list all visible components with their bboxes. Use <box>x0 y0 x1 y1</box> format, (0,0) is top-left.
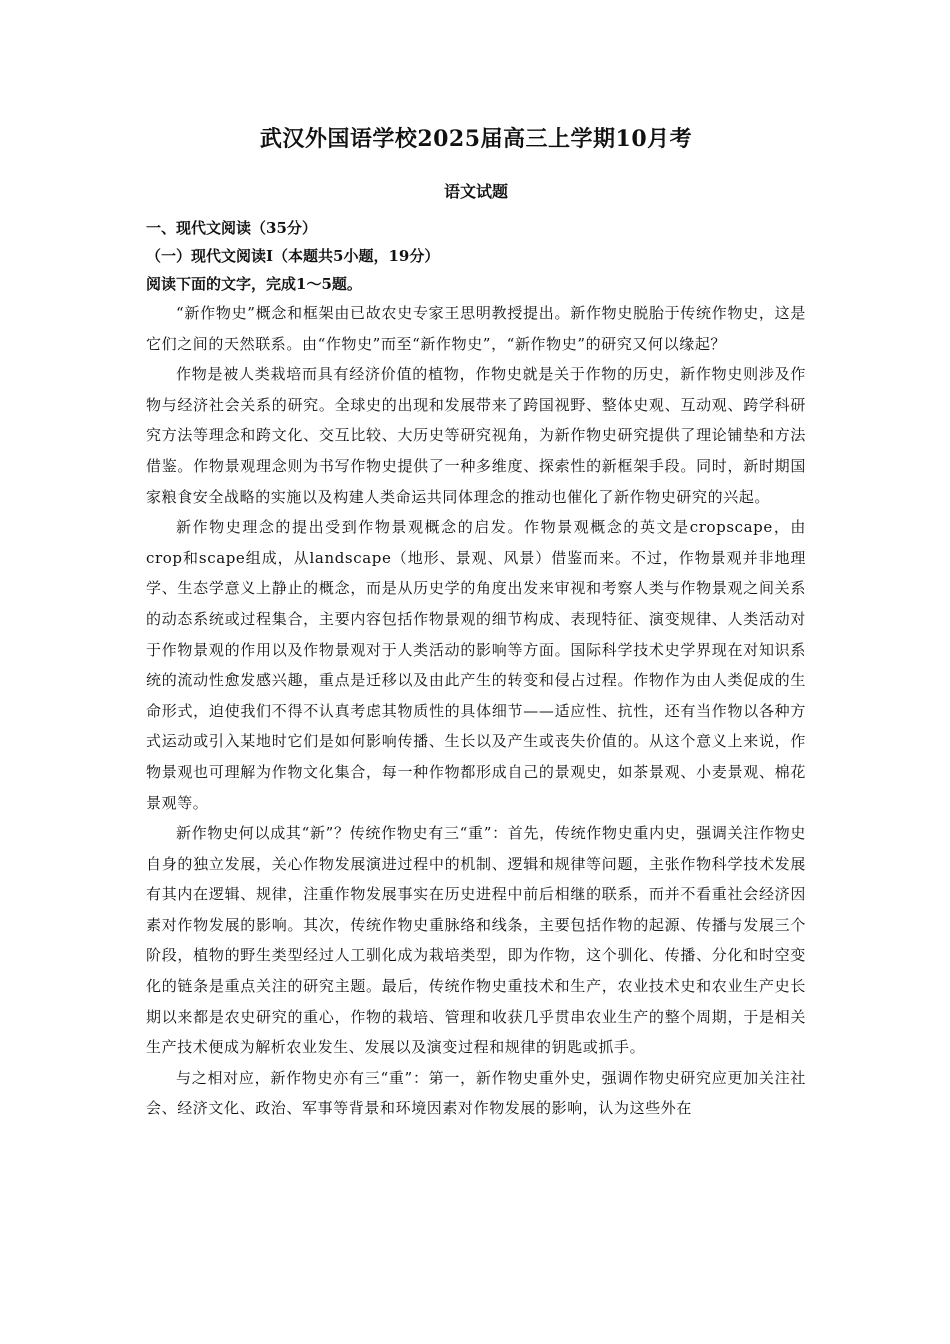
exam-page <box>146 122 806 1124</box>
subsection-heading: （一）现代文阅读Ⅰ（本题共5小题，19分） <box>146 247 440 265</box>
paragraph-4: 新作物史何以成其“新”？传统作物史有三“重”：首先，传统作物史重内史，强调关注作物史自身的独立发展，关心作物发展演进过程中的机制、逻辑和规律等问题，主张作物科学技术发展有其内在逻辑、规律，注重作物发展事实在历史进程中前后相继的联系，而并不看重社会经济因素对作物发展的影响。其次，传统作物史重脉络和线条，主要包括作物的起源、传播与发展三个阶段，植物的野生类型经过人工驯化成为栽培类型，即为作物，这个驯化、传播、分化和时空变化的链条是重点关注的研究主题。最后，传统作物史重技术和生产，农业技术史和农业生产史长期以来都是农史研究的重心，作物的栽培、管理和收获几乎贯串农业生产的整个周期，于是相关生产技术便成为解析农业发生、发展以及演变过程和规律的钥匙或抓手。 <box>146 824 806 1057</box>
paragraph-3: 新作物史理念的提出受到作物景观概念的启发。作物景观概念的英文是cropscape，由crop和scape组成，从landscape（地形、景观、风景）借鉴而来。不过，作物景观并非地理学、生态学意义上静止的概念，而是从历史学的角度出发来审视和考察人类与作物景观之间关系的动态系统或过程集合，主要内容包括作物景观的细节构成、表现特征、演变规律、人类活动对于作物景观的作用以及作物景观对于人类活动的影响等方面。国际科学技术史学界现在对知识系统的流动性愈发感兴趣，重点是迁移以及由此产生的转变和侵占过程。作物作为由人类促成的生命形式，迫使我们不得不认真考虑其物质性的具体细节——适应性、抗性，还有当作物以各种方式运动或引入某地时它们是如何影响传播、生长以及产生或丧失价值的。从这个意义上来说，作物景观也可理解为作物文化集合，每一种作物都形成自己的景观史，如茶景观、小麦景观、棉花景观等。 <box>146 518 806 812</box>
section-heading: 一、现代文阅读（35分） <box>146 219 317 237</box>
paragraph-1: “新作物史”概念和框架由已故农史专家王思明教授提出。新作物史脱胎于传统作物史，这是它们之间的天然联系。由“作物史”而至“新作物史”，“新作物史”的研究又何以缘起？ <box>146 304 806 353</box>
exam-title: 武汉外国语学校2025届高三上学期10月考 <box>259 126 693 152</box>
exam-subtitle: 语文试题 <box>443 182 508 201</box>
reading-instruction: 阅读下面的文字，完成1～5题。 <box>146 275 362 293</box>
paragraph-5: 与之相对应，新作物史亦有三“重”：第一，新作物史重外史，强调作物史研究应更加关注社会、经济文化、政治、军事等背景和环境因素对作物发展的影响，认为这些外在 <box>146 1068 806 1118</box>
paragraph-2: 作物是被人类栽培而具有经济价值的植物，作物史就是关于作物的历史，新作物史则涉及作物与经济社会关系的研究。全球史的出现和发展带来了跨国视野、整体史观、互动观、跨学科研究方法等理念和跨文化、交互比较、大历史等研究视角，为新作物史研究提供了理论铺垫和方法借鉴。作物景观理念则为书写作物史提供了一种多维度、探索性的新框架手段。同时，新时期国家粮食安全战略的实施以及构建人类命运共同体理念的推动也催化了新作物史研究的兴起。 <box>146 365 806 506</box>
